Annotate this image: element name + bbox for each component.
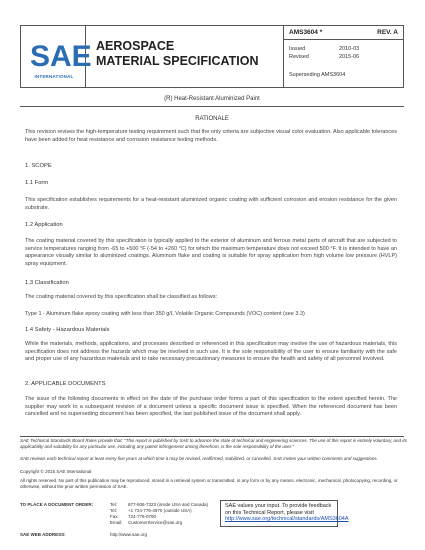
logo-letters: SAE — [30, 40, 92, 73]
tel-key: Tel: — [110, 502, 118, 507]
tel-value: 877-606-7323 (inside USA and Canada) — [128, 502, 209, 507]
feedback-box — [220, 500, 349, 527]
logo-cell — [21, 26, 92, 87]
logo-wordmark: INTERNATIONAL — [34, 74, 74, 79]
web-label: SAE WEB ADDRESS: — [20, 532, 66, 537]
rights-notice: All rights reserved. No part of this publication may be reproduced, stored in a retrieval system or transmitted, in any form or by any means, electronic, mechanical, photocopying, recording, or otherwise, without the prior written permission of SAE. — [20, 478, 398, 489]
feedback-text: SAE values your input. To provide feedback on this Technical Report, please visit — [225, 503, 332, 516]
email-value[interactable]: CustomerService@sae.org — [128, 520, 183, 525]
type-1-line: Type 1 - Aluminum flake epoxy coating with less than 350 g/L Volatile Organic Compounds (VOC) content (see 3.3) — [25, 311, 305, 317]
doc-number-row — [284, 26, 403, 40]
section-2-text: The issue of the following documents in effect on the date of the purchase order forms a part of this specification to the extent specified herein. The supplier may work to a subsequent revision of a document unless a specific document issue is specified. When the referenced document has been cancelled and no superseding document has been specified, the last published issue of the document shall apply. — [25, 396, 397, 417]
revision-label: REV. A — [377, 29, 398, 36]
doc-info-cell — [284, 26, 403, 87]
title-line-1: AEROSPACE — [96, 39, 175, 53]
section-1-2-text: The coating material covered by this specification is typically applied to the exterior of aluminum and ferrous metal parts of aircraft that are subjected to service temperatures ranging from -65 to +500 °F (-54 to +260 °C) for which the maximum temperature does not exceed 500 °F. It is intended to have an appearance visually similar to aluminized coatings. Aluminum flake and coating is suitable for spray application from high volume low pressure (HVLP) spray equipment. — [25, 238, 397, 267]
title-rule — [20, 106, 404, 107]
web-address[interactable]: http://www.sae.org — [110, 532, 148, 537]
fax-value: 724-776-0790 — [128, 514, 157, 519]
title-cell — [86, 26, 284, 87]
issued-value: 2010-03 — [339, 46, 360, 52]
tel2-value: +1 724-776-4970 (outside USA) — [128, 508, 192, 513]
order-label: TO PLACE A DOCUMENT ORDER: — [20, 502, 94, 507]
footer-rule — [20, 436, 404, 437]
revised-value: 2015-06 — [339, 54, 360, 60]
footer-note-2: SAE reviews each technical report at least every five years at which time it may be revised, reaffirmed, stabilized, or cancelled. SAE invites your written comments and suggestions. — [20, 456, 378, 461]
sae-logo-icon — [29, 32, 92, 73]
section-1-2-heading: 1.2 Application — [25, 222, 63, 228]
section-1-4-text: While the materials, methods, applications, and processes described or referenced in this specification may involve the use of hazardous materials, this specification does not address the hazards which may be involved in such use. It is the sole responsibility of the user to ensure familiarity with the safe and proper use of any hazardous materials and to take necessary precautionary measures to ensure the health and safety of all personnel involved. — [25, 341, 397, 362]
document-title: (R) Heat-Resistant Aluminized Paint — [164, 96, 260, 102]
email-key: Email: — [110, 520, 123, 525]
superseding-note: Superseding AMS3604 — [289, 72, 346, 78]
tel2-key: Tel: — [110, 508, 118, 513]
section-1-1-text: This specification establishes requirements for a heat-resistant aluminized organic coating with sufficient corrosion and erosion resistance for the given substrate. — [25, 197, 397, 211]
title-line-2: MATERIAL SPECIFICATION — [96, 54, 259, 68]
feedback-link[interactable]: http://www.sae.org/technical/standards/AMS3604A — [225, 516, 349, 522]
issued-label: Issued — [289, 46, 306, 52]
copyright-line: Copyright © 2015 SAE International — [20, 469, 92, 474]
rationale-heading: RATIONALE — [195, 116, 229, 122]
revised-label: Revised — [289, 54, 309, 60]
section-1-1-heading: 1.1 Form — [25, 180, 49, 186]
doc-number: AMS3604 * — [289, 29, 323, 36]
section-1-3-text: The coating material covered by this specification shall be classified as follows: — [25, 294, 217, 300]
footer-note-1: SAE Technical Standards Board Rules provide that: "This report is published by SAE to advance the state of technical and engineering sciences. The use of this report is entirely voluntary, and its applicability and suitability for any particular use, including any patent infringement arising therefrom, is the sole responsibility of the user." — [20, 438, 407, 449]
section-1-4-heading: 1.4 Safety - Hazardous Materials — [25, 327, 110, 333]
header-box — [20, 25, 404, 88]
section-2-heading: 2. APPLICABLE DOCUMENTS — [25, 381, 106, 387]
fax-key: Fax: — [110, 514, 119, 519]
section-1-heading: 1. SCOPE — [25, 163, 52, 169]
rationale-text: This revision revises the high-temperature testing requirement such that the only criteria are subjective visual color evaluation. Also applicable tolerances have been added for heat resistance and corrosion resistance testing methods. — [25, 129, 397, 143]
section-1-3-heading: 1.3 Classification — [25, 280, 69, 286]
